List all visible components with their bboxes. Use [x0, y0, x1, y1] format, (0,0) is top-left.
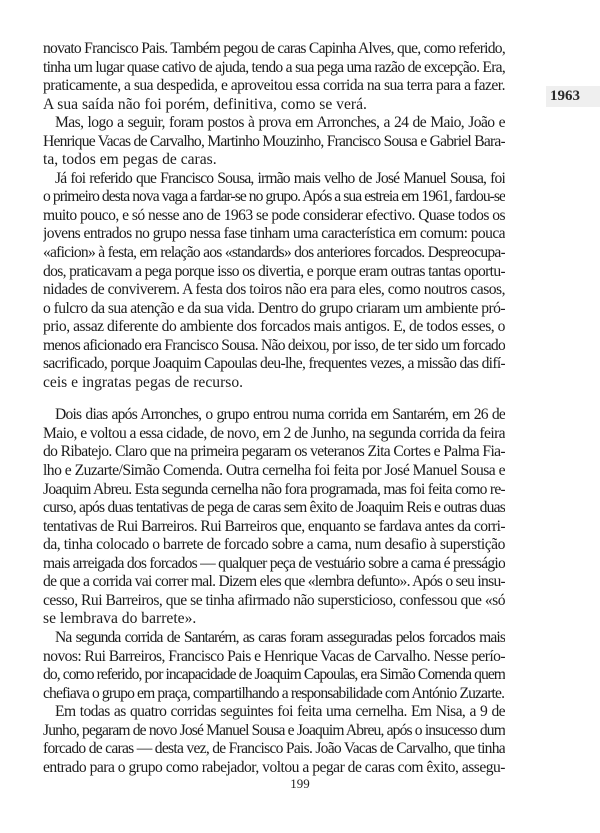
- text-line: muito pouco, e só nesse ano de 1963 se pode considerar efectivo. Quase todos os: [43, 206, 505, 224]
- text-line: novos: Rui Barreiros, Francisco Pais e Henrique Vacas de Carvalho. Nesse perío-: [43, 647, 505, 665]
- text-line: do, como referido, por incapacidade de Joaquim Capoulas, era Simão Comenda quem: [43, 666, 505, 684]
- text-line: Henrique Vacas de Carvalho, Martinho Mouzinho, Francisco Sousa e Gabriel Bara-: [43, 132, 505, 150]
- text-line: da, tinha colocado o barrete de forcado sobre a cama, num desafio à superstição: [43, 536, 505, 554]
- text-line: se lembrava do barrete».: [43, 610, 197, 628]
- text-line: cesso, Rui Barreiros, que se tinha afirmado não supersticioso, confessou que «só: [43, 591, 505, 609]
- paragraph: [43, 629, 505, 703]
- text-line: Maio, e voltou a essa cidade, de novo, em 2 de Junho, na segunda corrida da feira: [43, 424, 505, 442]
- paragraph: [43, 40, 505, 114]
- text-line: de que a corrida vai correr mal. Dizem eles que «lembra defunto». Após o seu insu-: [43, 573, 505, 591]
- text-line: lho e Zuzarte/Simão Comenda. Outra cernelha foi feita por José Manuel Sousa e: [43, 462, 505, 480]
- paragraph: [43, 703, 505, 777]
- text-line: ceis e ingratas pegas de recurso.: [43, 373, 244, 391]
- text-line: entrado para o grupo como rabejador, voltou a pegar de caras com êxito, assegu-: [43, 758, 505, 776]
- text-line: prio, assaz diferente do ambiente dos forcados mais antigos. E, de todos esses, o: [43, 318, 505, 336]
- text-line: tentativas de Rui Barreiros. Rui Barreiros que, enquanto se fardava antes da corri-: [43, 517, 505, 535]
- text-line: Na segunda corrida de Santarém, as caras foram asseguradas pelos forcados mais: [55, 628, 505, 646]
- text-line: Já foi referido que Francisco Sousa, irmão mais velho de José Manuel Sousa, foi: [55, 169, 505, 187]
- text-line: nidades de conviverem. A festa dos toiros não era para eles, como noutros casos,: [43, 281, 505, 299]
- text-line: do Ribatejo. Claro que na primeira pegaram os veteranos Zita Cortes e Palma Fia-: [43, 443, 505, 461]
- text-line: praticamente, a sua despedida, e aproveitou essa corrida na sua terra para a fazer.: [43, 77, 505, 95]
- paragraph: [43, 406, 505, 629]
- text-line: tinha um lugar quase cativo de ajuda, tendo a sua pega uma razão de excepção. Era,: [43, 58, 505, 76]
- text-line: Dois dias após Arronches, o grupo entrou numa corrida em Santarém, em 26 de: [55, 406, 505, 424]
- text-line: o primeiro desta nova vaga a fardar-se no grupo. Após a sua estreia em 1961, fardou-se: [43, 188, 505, 206]
- text-line: forcado de caras — desta vez, de Francisco Pais. João Vacas de Carvalho, que tinha: [43, 740, 505, 758]
- margin-year-label: 1963: [546, 86, 600, 107]
- text-line: Em todas as quatro corridas seguintes foi feita uma cernelha. Em Nisa, a 9 de: [55, 703, 505, 721]
- text-line: sacrificado, porque Joaquim Capoulas deu-lhe, frequentes vezes, a missão das difí-: [43, 355, 505, 373]
- text-line: jovens entrados no grupo nessa fase tinham uma característica em comum: pouca: [43, 225, 505, 243]
- text-line: Junho, pegaram de novo José Manuel Sousa e Joaquim Abreu, após o insucesso dum: [43, 721, 505, 739]
- text-line: Mas, logo a seguir, foram postos à prova em Arronches, a 24 de Maio, João e: [55, 114, 505, 132]
- text-line: mais arreigada dos forcados — qualquer peça de vestuário sobre a cama é presságio: [43, 554, 505, 572]
- text-line: A sua saída não foi porém, definitiva, como se verá.: [43, 95, 367, 113]
- text-line: ta, todos em pegas de caras.: [43, 151, 217, 169]
- text-line: novato Francisco Pais. Também pegou de caras Capinha Alves, que, como referido,: [43, 40, 505, 57]
- text-line: o fulcro da sua atenção e da sua vida. Dentro do grupo criaram um ambiente pró-: [43, 299, 505, 317]
- paragraph: [43, 170, 505, 393]
- text-line: dos, praticavam a pega porque isso os divertia, e porque eram outras tantas oportu-: [43, 262, 505, 280]
- text-line: «aficion» à festa, em relação aos «standards» dos anteriores forcados. Despreocupa-: [43, 244, 505, 262]
- text-line: menos aficionado era Francisco Sousa. Não deixou, por isso, de ter sido um forcado: [43, 336, 505, 354]
- text-line: chefiava o grupo em praça, compartilhando a responsabilidade com António Zuzarte.: [43, 684, 505, 702]
- paragraph: [43, 114, 505, 170]
- page-number: 199: [290, 776, 310, 791]
- body-text: [43, 40, 505, 777]
- text-line: Joaquim Abreu. Esta segunda cernelha não fora programada, mas foi feita como re-: [43, 480, 505, 498]
- text-line: curso, após duas tentativas de pega de caras sem êxito de Joaquim Reis e outras duas: [43, 499, 505, 517]
